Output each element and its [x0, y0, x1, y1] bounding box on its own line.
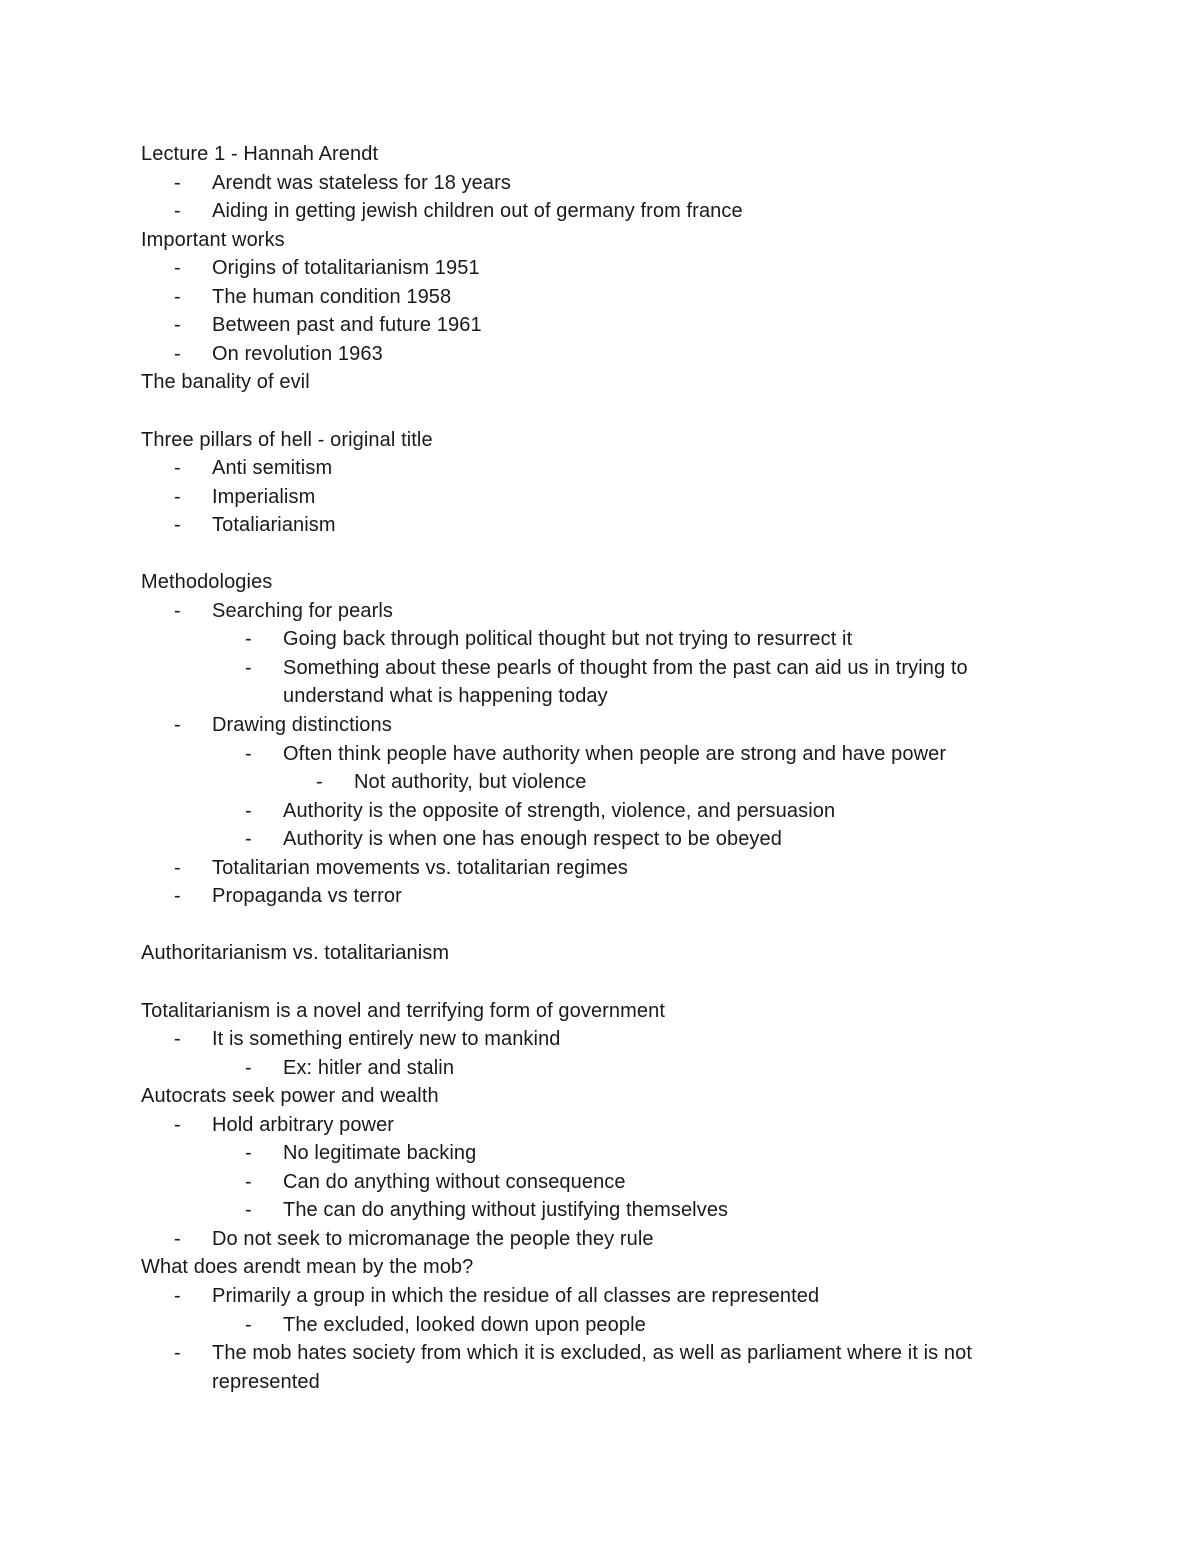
- list-bullet-dash: -: [245, 1199, 252, 1222]
- list-bullet-dash: -: [174, 1113, 181, 1136]
- list-bullet-dash: -: [245, 799, 252, 822]
- list-bullet-dash: -: [174, 514, 181, 537]
- list-bullet-dash: -: [245, 1313, 252, 1336]
- list-bullet-dash: -: [245, 828, 252, 851]
- line-text: Aiding in getting jewish children out of germany from france: [212, 200, 743, 223]
- list-bullet-dash: -: [174, 1285, 181, 1307]
- line-text: The mob hates society from which it is excluded, as well as parliament where it is not: [212, 1342, 973, 1365]
- line-text: The can do anything without justifying themselves: [283, 1199, 729, 1222]
- list-bullet-dash: -: [174, 1028, 181, 1051]
- list-bullet-dash: -: [174, 1342, 181, 1365]
- line-text: Between past and future 1961: [212, 314, 482, 337]
- list-bullet-dash: -: [245, 1142, 252, 1165]
- line-text: Can do anything without consequence: [283, 1170, 626, 1193]
- list-bullet-dash: -: [245, 656, 252, 679]
- line-text: Searching for pearls: [212, 599, 393, 622]
- line-text: Drawing distinctions: [212, 714, 392, 736]
- list-bullet-dash: -: [245, 742, 252, 765]
- list-bullet-dash: -: [174, 342, 181, 365]
- list-bullet-dash: -: [245, 628, 252, 651]
- line-text: What does arendt mean by the mob?: [141, 1256, 474, 1279]
- line-text: Three pillars of hell - original title: [141, 428, 433, 451]
- line-text: No legitimate backing: [283, 1142, 477, 1165]
- list-bullet-dash: -: [174, 257, 181, 280]
- list-bullet-dash: -: [174, 885, 181, 908]
- line-text: Going back through political thought but not trying to resurrect it: [283, 628, 853, 651]
- line-text: Lecture 1 - Hannah Arendt: [141, 143, 379, 165]
- line-text: Often think people have authority when people are strong and have power: [283, 742, 947, 765]
- line-text: The excluded, looked down upon people: [283, 1313, 646, 1336]
- line-text: Authority is the opposite of strength, violence, and persuasion: [283, 799, 836, 822]
- line-text: The human condition 1958: [212, 285, 452, 308]
- line-text: Totalitarianism is a novel and terrifying form of government: [141, 999, 666, 1022]
- list-bullet-dash: -: [174, 457, 181, 480]
- list-bullet-dash: -: [174, 599, 181, 622]
- line-text: Origins of totalitarianism 1951: [212, 257, 480, 280]
- line-text: represented: [212, 1370, 320, 1393]
- line-text: Do not seek to micromanage the people they rule: [212, 1227, 654, 1250]
- line-text: understand what is happening today: [283, 685, 608, 708]
- line-text: It is something entirely new to mankind: [212, 1028, 561, 1051]
- list-bullet-dash: -: [174, 485, 181, 508]
- line-text: Arendt was stateless for 18 years: [212, 171, 511, 194]
- list-bullet-dash: -: [174, 1227, 181, 1250]
- list-bullet-dash: -: [316, 771, 323, 794]
- line-text: Hold arbitrary power: [212, 1113, 395, 1136]
- line-text: Totalitarian movements vs. totalitarian regimes: [212, 856, 628, 879]
- list-bullet-dash: -: [174, 200, 181, 223]
- line-text: On revolution 1963: [212, 342, 383, 365]
- list-bullet-dash: -: [174, 285, 181, 308]
- list-bullet-dash: -: [174, 314, 181, 337]
- line-text: Totaliarianism: [212, 514, 336, 537]
- line-text: Ex: hitler and stalin: [283, 1056, 455, 1079]
- line-text: Autocrats seek power and wealth: [141, 1085, 439, 1108]
- line-text: Not authority, but violence: [354, 771, 587, 794]
- list-bullet-dash: -: [174, 171, 181, 194]
- line-text: Something about these pearls of thought from the past can aid us in trying to: [283, 656, 968, 679]
- list-bullet-dash: -: [174, 856, 181, 879]
- line-text: Primarily a group in which the residue of all classes are represented: [212, 1285, 820, 1307]
- line-text: Propaganda vs terror: [212, 885, 402, 908]
- list-bullet-dash: -: [245, 1056, 252, 1079]
- line-text: Anti semitism: [212, 457, 333, 480]
- line-text: The banality of evil: [141, 371, 310, 394]
- list-bullet-dash: -: [174, 714, 181, 736]
- line-text: Methodologies: [141, 571, 273, 594]
- line-text: Authoritarianism vs. totalitarianism: [141, 942, 450, 965]
- line-text: Imperialism: [212, 485, 316, 508]
- list-bullet-dash: -: [245, 1170, 252, 1193]
- line-text: Important works: [141, 228, 285, 251]
- line-text: Authority is when one has enough respect to be obeyed: [283, 828, 782, 851]
